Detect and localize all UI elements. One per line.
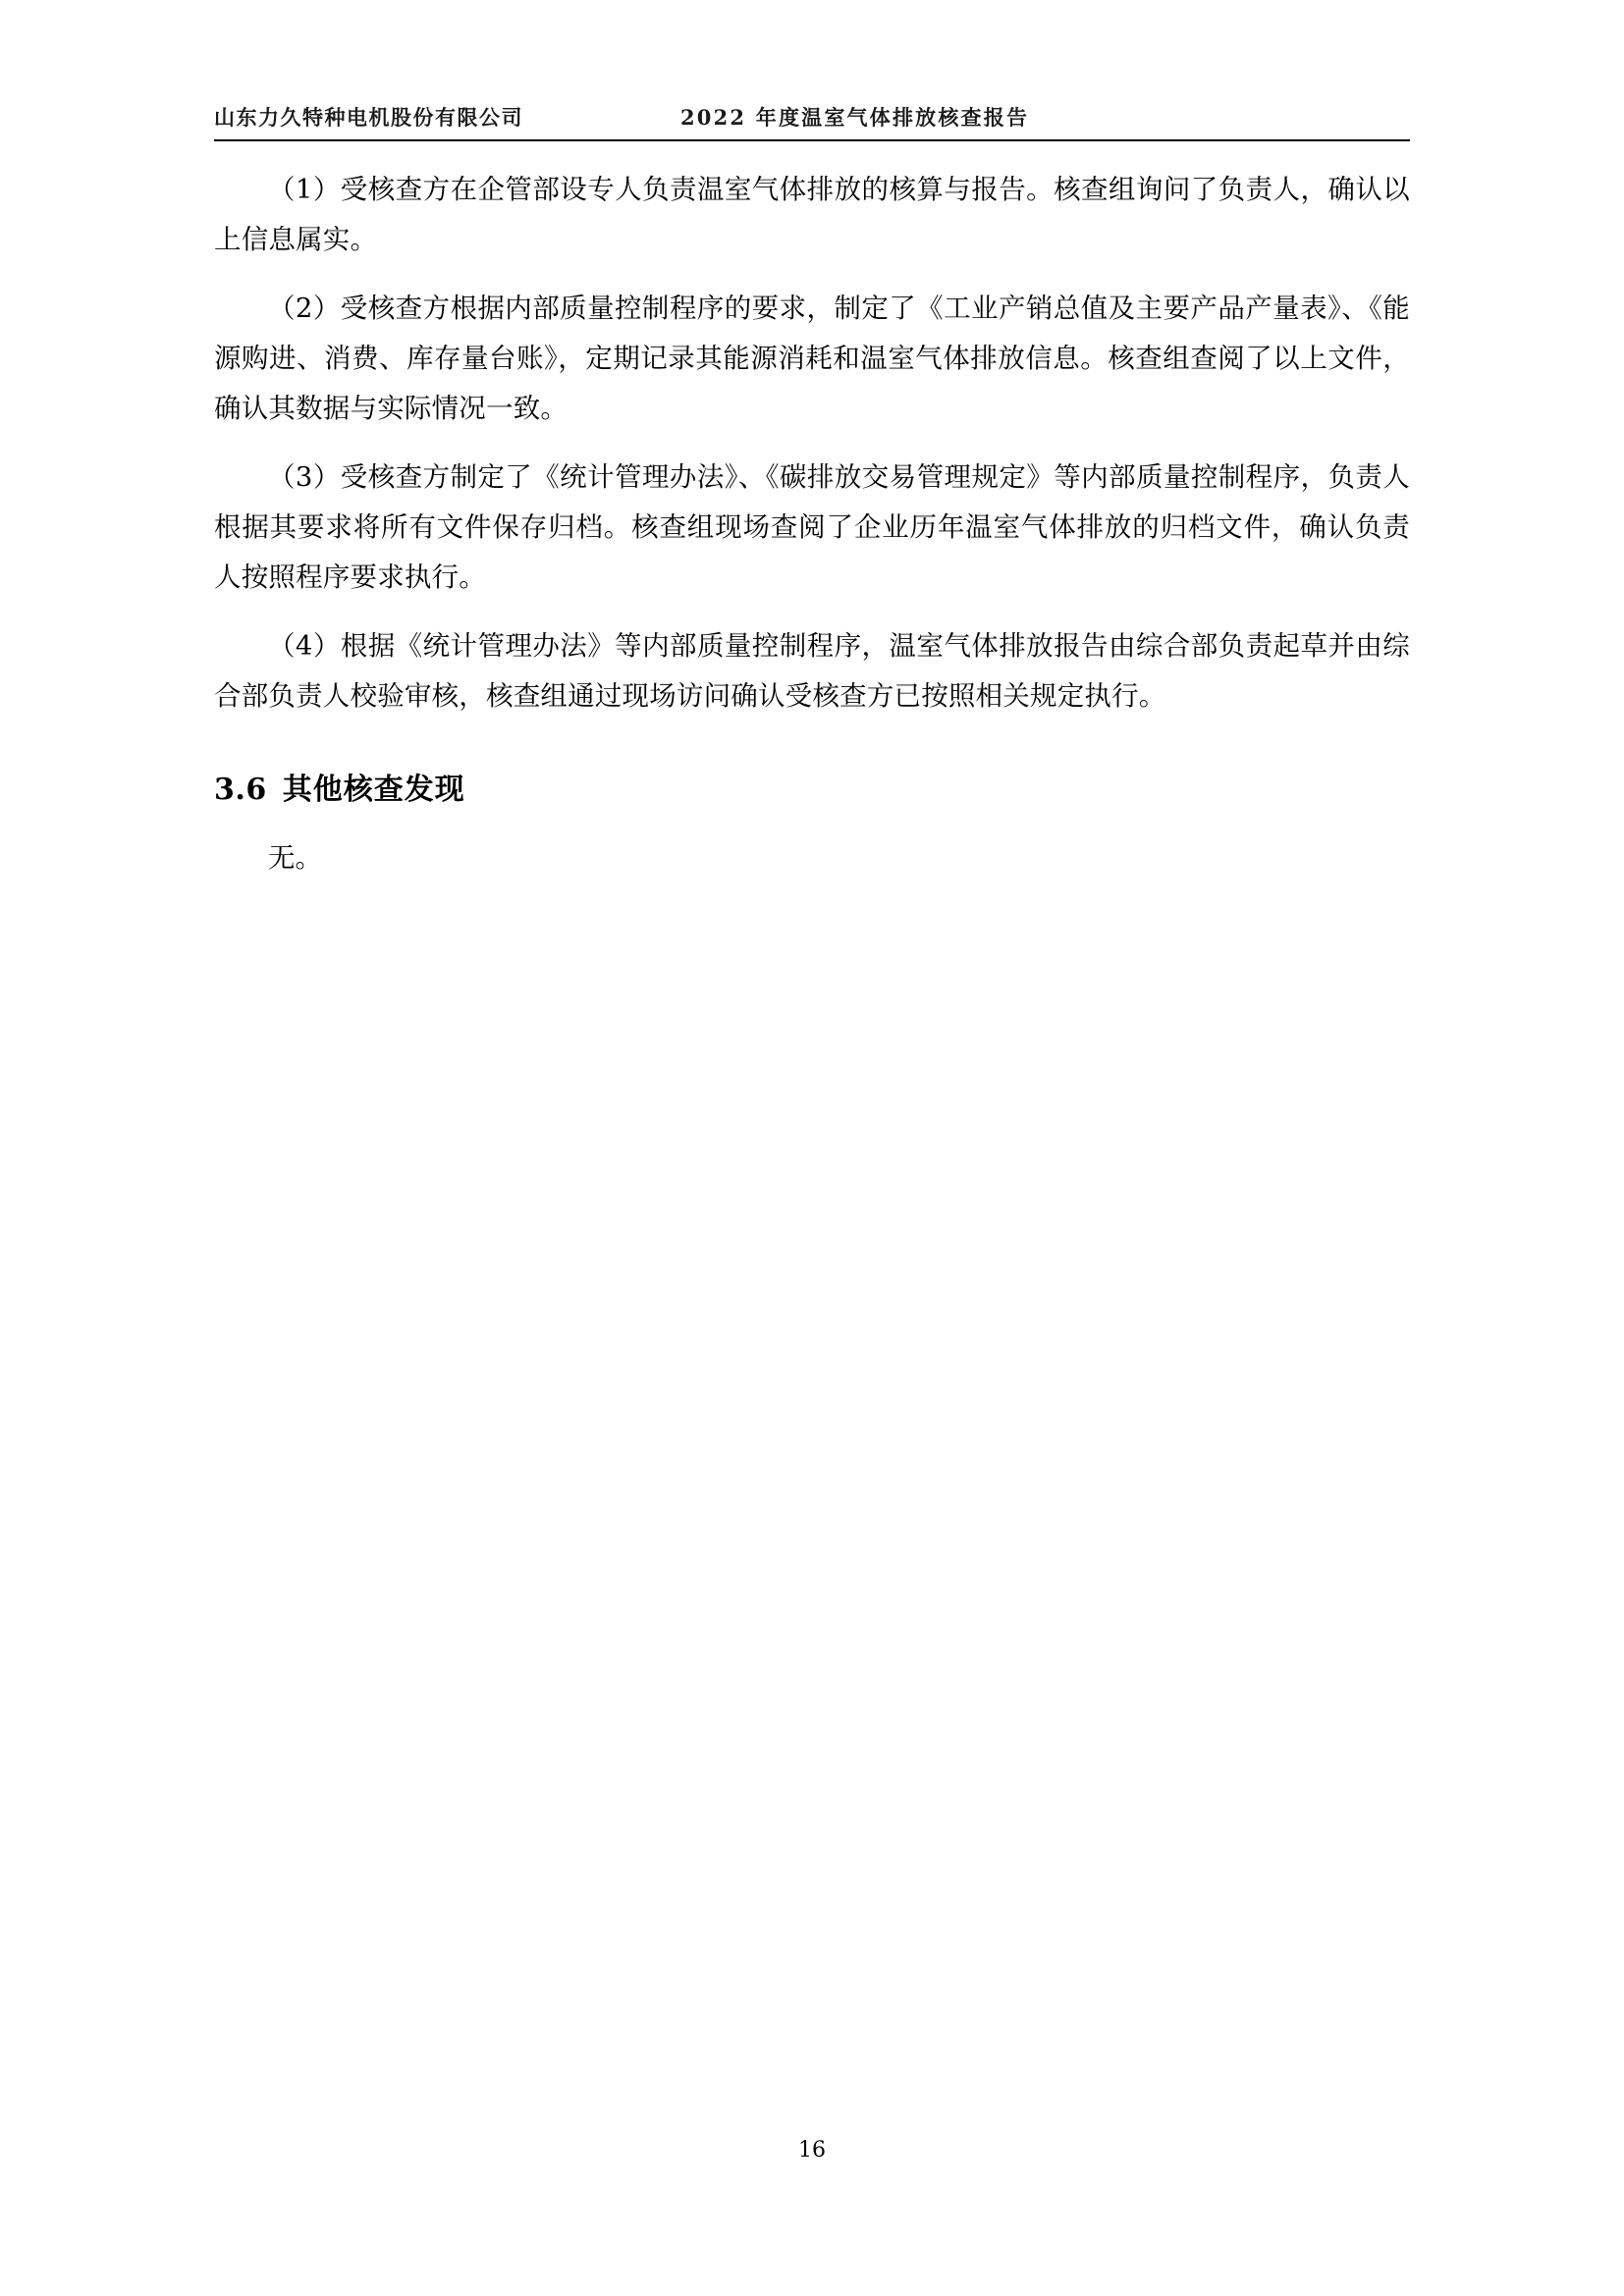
section-title: 其他核查发现: [282, 773, 465, 807]
section-number: 3.6: [214, 773, 267, 807]
header-report-title: 2022 年度温室气体排放核查报告: [680, 105, 1030, 130]
paragraph-2: （2）受核查方根据内部质量控制程序的要求，制定了《工业产销总值及主要产品产量表》、《能源购进、消费、库存量台账》，定期记录其能源消耗和温室气体排放信息。核查组查阅了以上文件，确认其数据与实际情况一致。: [214, 293, 1410, 424]
section-heading: [214, 765, 1410, 808]
section-content: 无。: [268, 842, 322, 874]
page-header: [214, 102, 1410, 132]
paragraph-3: （3）受核查方制定了《统计管理办法》、《碳排放交易管理规定》等内部质量控制程序，负责人根据其要求将所有文件保存归档。核查组现场查阅了企业历年温室气体排放的归档文件，确认负责人按照程序要求执行。: [214, 461, 1410, 593]
header-divider: [214, 139, 1410, 141]
page-number: 16: [798, 2138, 826, 2163]
body-area: [214, 165, 1410, 883]
page-footer: [214, 2138, 1410, 2163]
paragraph-4: （4）根据《统计管理办法》等内部质量控制程序，温室气体排放报告由综合部负责起草并由综合部负责人校验审核，核查组通过现场访问确认受核查方已按照相关规定执行。: [214, 630, 1410, 712]
page-content: [214, 0, 1410, 2296]
header-company-name: 山东力久特种电机股份有限公司: [214, 105, 523, 130]
paragraph-1: （1）受核查方在企管部设专人负责温室气体排放的核算与报告。核查组询问了负责人，确认以上信息属实。: [214, 174, 1410, 255]
